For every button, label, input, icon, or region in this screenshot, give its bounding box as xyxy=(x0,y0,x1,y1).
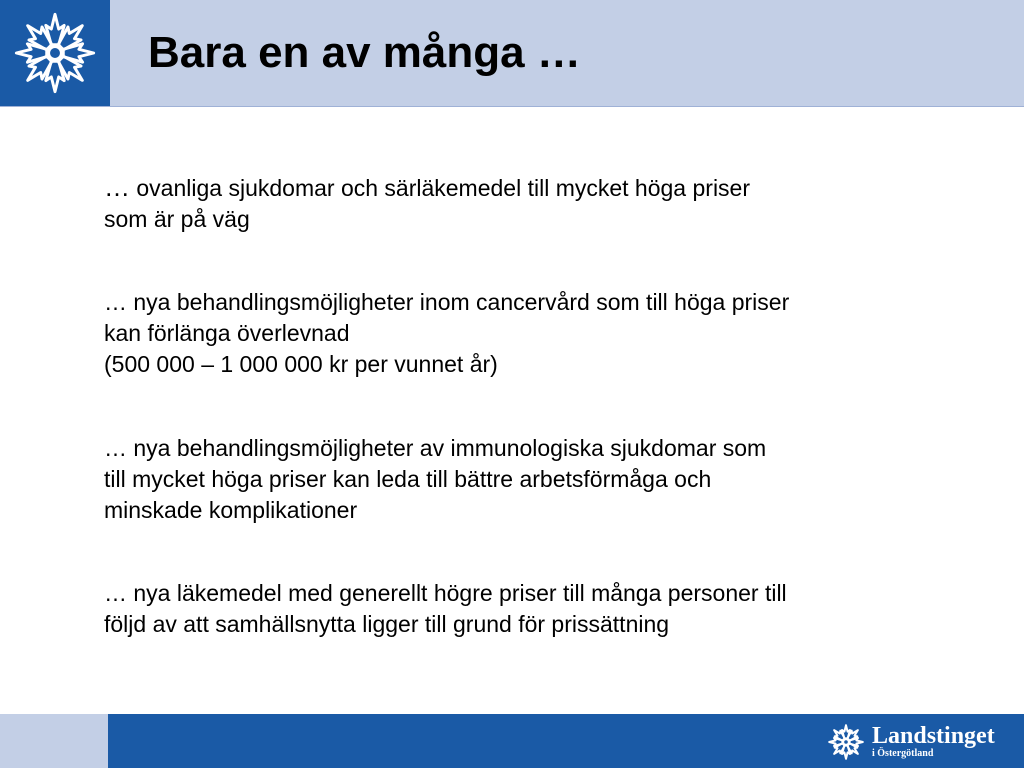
bullet-item xyxy=(104,578,984,640)
bullet-text-line: följd av att samhällsnytta ligger till grund för prissättning xyxy=(104,611,670,637)
footer-logo xyxy=(826,718,995,766)
footer-logo-subtitle: i Östergötland xyxy=(872,748,934,759)
bullet-item xyxy=(104,433,984,526)
slide-title: Bara en av många … xyxy=(148,28,581,77)
bullet-marker: … xyxy=(104,172,130,202)
bullet-marker: … xyxy=(104,289,127,315)
bullet-text-line: ovanliga sjukdomar och särläkemedel till mycket höga priser xyxy=(136,175,751,201)
bullet-text-line: minskade komplikationer xyxy=(104,497,358,523)
header-logo xyxy=(0,0,110,106)
footer-logo-name: Landstinget xyxy=(872,723,995,749)
flower-emblem-icon xyxy=(9,7,101,99)
header-divider xyxy=(0,106,1024,107)
bullet-text-line: till mycket höga priser kan leda till bättre arbetsförmåga och xyxy=(104,466,712,492)
bullet-list xyxy=(104,172,984,640)
footer-left-block xyxy=(0,714,108,768)
bullet-text-line: nya behandlingsmöjligheter av immunologiska sjukdomar som xyxy=(133,435,767,461)
footer-logo-wordmark xyxy=(872,724,995,760)
flower-emblem-icon xyxy=(826,722,866,762)
bullet-item xyxy=(104,172,984,235)
bullet-marker: … xyxy=(104,435,127,461)
bullet-text-line: (500 000 – 1 000 000 kr per vunnet år) xyxy=(104,351,498,377)
bullet-text-line: nya läkemedel med generellt högre priser till många personer till xyxy=(133,580,787,606)
bullet-text-line: nya behandlingsmöjligheter inom cancervård som till höga priser xyxy=(133,289,790,315)
bullet-item xyxy=(104,287,984,380)
bullet-text-line: kan förlänga överlevnad xyxy=(104,320,350,346)
bullet-marker: … xyxy=(104,580,127,606)
bullet-text-line: som är på väg xyxy=(104,206,250,232)
